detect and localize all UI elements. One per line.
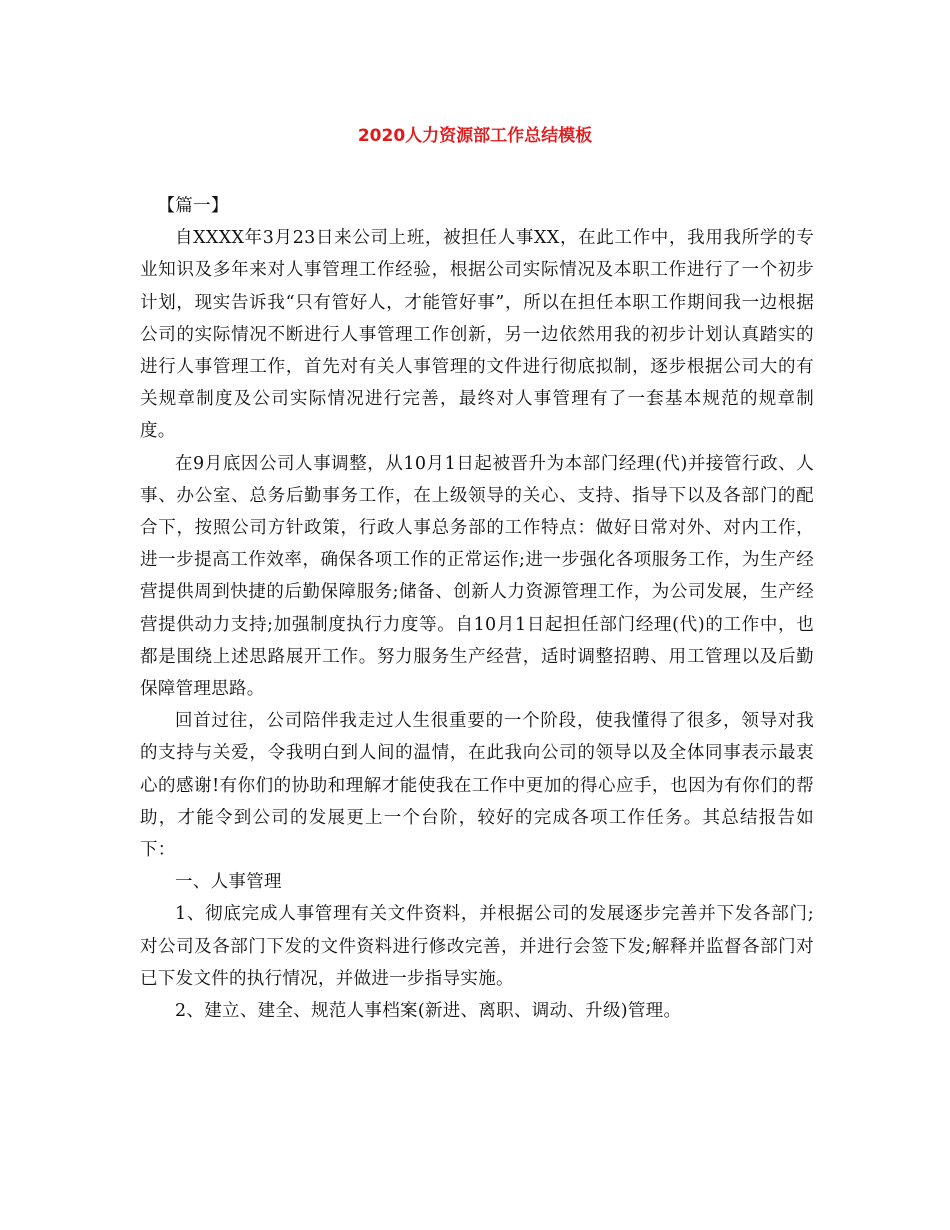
- paragraph-2: 在9月底因公司人事调整，从10月1日起被晋升为本部门经理(代)并接管行政、人事、办公室、总务后勤事务工作，在上级领导的关心、支持、指导下以及各部门的配合下，按照公司方针政策，行政人事总务部的工作特点：做好日常对外、对内工作，进一步提高工作效率，确保各项工作的正常运作;进一步强化各项服务工作，为生产经营提供周到快捷的后勤保障服务;储备、创新人力资源管理工作，为公司发展，生产经营提供动力支持;加强制度执行力度等。自10月1日起担任部门经理(代)的工作中，也都是围绕上述思路展开工作。努力服务生产经营，适时调整招聘、用工管理以及后勤保障管理思路。: [140, 453, 814, 700]
- paragraph-1: 自XXXX年3月23日来公司上班，被担任人事XX，在此工作中，我用我所学的专业知识及多年来对人事管理工作经验，根据公司实际情况及本职工作进行了一个初步计划，现实告诉我“只有管好人，才能管好事”，所以在担任本职工作期间我一边根据公司的实际情况不断进行人事管理工作创新，另一边依然用我的初步计划认真踏实的进行人事管理工作，首先对有关人事管理的文件进行彻底拟制，逐步根据公司大的有关规章制度及公司实际情况进行完善，最终对人事管理有了一套基本规范的规章制度。: [140, 228, 814, 442]
- section-label: 【篇一】: [157, 196, 229, 216]
- document-title: 2020人力资源部工作总结模板: [357, 126, 593, 146]
- section-heading-personnel: 一、人事管理: [175, 872, 282, 893]
- paragraph-item-1: 1、彻底完成人事管理有关文件资料，并根据公司的发展逐步完善并下发各部门;对公司及各部门下发的文件资料进行修改完善，并进行会签下发;解释并监督各部门对已下发文件的执行情况，并做进一步指导实施。: [140, 904, 814, 989]
- paragraph-item-2: 2、建立、建全、规范人事档案(新进、离职、调动、升级)管理。: [175, 1001, 682, 1022]
- document-body: [140, 190, 814, 1027]
- paragraph-3: 回首过往，公司陪伴我走过人生很重要的一个阶段，使我懂得了很多，领导对我的支持与关爱，令我明白到人间的温情，在此我向公司的领导以及全体同事表示最衷心的感谢!有你们的协助和理解才能使我在工作中更加的得心应手，也因为有你们的帮助，才能令到公司的发展更上一个台阶，较好的完成各项工作任务。其总结报告如下：: [140, 711, 814, 861]
